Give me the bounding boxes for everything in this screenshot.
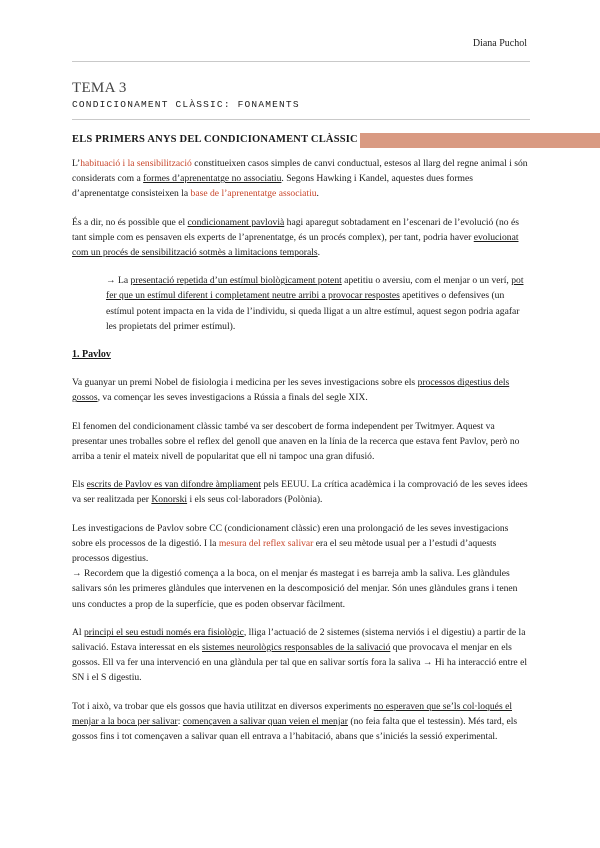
text-run: L’ [72,158,81,169]
page-title: TEMA 3 [72,80,127,96]
underlined-term: començaven a salivar quan veien el menjar [182,715,348,727]
text-run: Els [72,479,87,491]
paragraph-escrits [72,477,528,507]
text-run: És a dir, no és possible que el [72,216,188,228]
paragraph-twitmyer: El fenomen del condicionament clàssic també va ser descobert de forma independent per Twitmyer. Aquest va presentar unes troballes sobre el reflex del genoll que anaven en la línia de la recerca que estava fent Pavlov, però no arriba a tenir el mateix nivell de popularitat que ell ni tampoc una gran difusió. [72,420,520,463]
text-run: hagi aparegut sobtadament en l’escenari de l’evolució (no és tant simple com es pensaven els experts de l’aprenentatge, és un procés complex), per tant, podria haver [72,216,519,243]
document-body [72,156,528,757]
text-run: → La [106,275,131,287]
title-divider [72,119,530,120]
text-run: : [177,715,183,727]
header-divider [72,61,530,62]
paragraph-investigacions [72,521,528,612]
text-run: era el seu mètode usual per a l’estudi d’aquests processos digestius. [72,537,497,565]
underlined-term: Konorski [151,494,188,506]
text-run: Les investigacions de Pavlov sobre CC (condicionament clàssic) eren una prolongació de les seves investigacions sobre els processos de la digestió. I la [72,522,509,549]
paragraph-evolucio [72,215,528,261]
section-title: ELS PRIMERS ANYS DEL CONDICIONAMENT CLÀSSIC [72,134,358,145]
text-run: → Recordem que la digestió comença a la boca, on el menjar és mastegat i es barreja amb la saliva. Les glàndules salivars són les primeres glàndules que intervenen en la descomposició del menjar. Són unes glàndules grans i tenen uns conductes a prop de la superfície, que es poden observar fàcilment. [72,568,518,610]
paragraph-gossos [72,699,528,745]
highlighted-term: base de l’aprenentatge associatiu [190,188,317,200]
text-run: apetitives o defensives (un estímul potent impacta en la vida de l’individu, si queda lligat a un altre estímul, aquest segon podria agafar les propietats del primer estímul). [106,290,520,332]
underlined-term: principi el seu estudi només era fisiològic [84,626,244,638]
paragraph-fisiologic [72,625,528,686]
text-run: , lliga l’actuació de 2 sistemes (sistema nerviós i el digestiu) a partir de la salivació. Estava interessat en els [72,626,526,654]
underlined-term: no esperaven que se’ls col·loqués el menjar a la boca per salivar [72,700,512,727]
text-run: Al [72,626,84,638]
author-name: Diana Puchol [472,38,527,49]
section-header [72,133,532,148]
underlined-term: condicionament pavlovià [187,216,285,228]
text-run: . [316,188,319,200]
text-run: (no feia falta que el testessin). Més tard, els gossos fins i tot començaven a salivar quan ell entrava a l’habitació, abans que s’iniciés la sessió experimental. [72,715,518,743]
text-run: Tot i això, va trobar que els gossos que havia utilitzat en diversos experiments [72,700,374,712]
page-subtitle: CONDICIONAMENT CLÀSSIC: FONAMENTS [72,99,300,110]
underlined-term: pot fer que un estímul diferent i completament neutre arribi a provocar respostes [106,275,524,302]
text-run: i els seus col·laboradors (Polònia). [187,494,323,506]
underlined-term: escrits de Pavlov es van difondre àmpliament [86,479,261,491]
text-run: constitueixen casos simples de canvi conductual, estesos al llarg del regne animal i són considerats com a [72,158,528,185]
subheading-pavlov: 1. Pavlov [72,349,111,361]
underlined-term: presentació repetida d’un estímul biològicament potent [130,275,342,287]
underlined-term: formes d’aprenentatge no associatiu [143,173,282,185]
text-run: apetitiu o aversiu, com el menjar o un verí, [341,275,512,287]
highlighted-term: mesura del reflex salivar [218,537,314,549]
section-highlight-bar [360,133,600,148]
underlined-term: evolucionat com un procés de sensibilització sotmès a limitacions temporals [72,231,519,259]
text-run: pels EEUU. La crítica acadèmica i la comprovació de les seves idees va ser realitzada per [72,479,528,506]
text-run: . Segons Hawking i Kandel, aquestes dues formes d’aprenentatge consisteixen la [72,173,473,200]
paragraph-presentacio [72,273,528,334]
text-run: . [317,247,321,259]
underlined-term: processos digestius dels gossos [72,377,510,404]
text-run: , va començar les seves investigacions a Rússia a finals del segle XIX. [97,392,368,404]
text-run: que provocava el menjar en els gossos. Ell va fer una intervenció en una glàndula per tal que en salivar sortís fora la saliva → Hi ha interacció entre el SN i el S digestiu. [72,642,528,684]
text-run: Va guanyar un premi Nobel de fisiologia i medicina per les seves investigacions sobre els [72,377,418,389]
underlined-term: sistemes neurològics responsables de la salivació [202,642,391,654]
paragraph-habituacio [72,156,528,202]
paragraph-nobel [72,375,528,405]
highlighted-term: habituació i la sensibilització [80,158,192,169]
